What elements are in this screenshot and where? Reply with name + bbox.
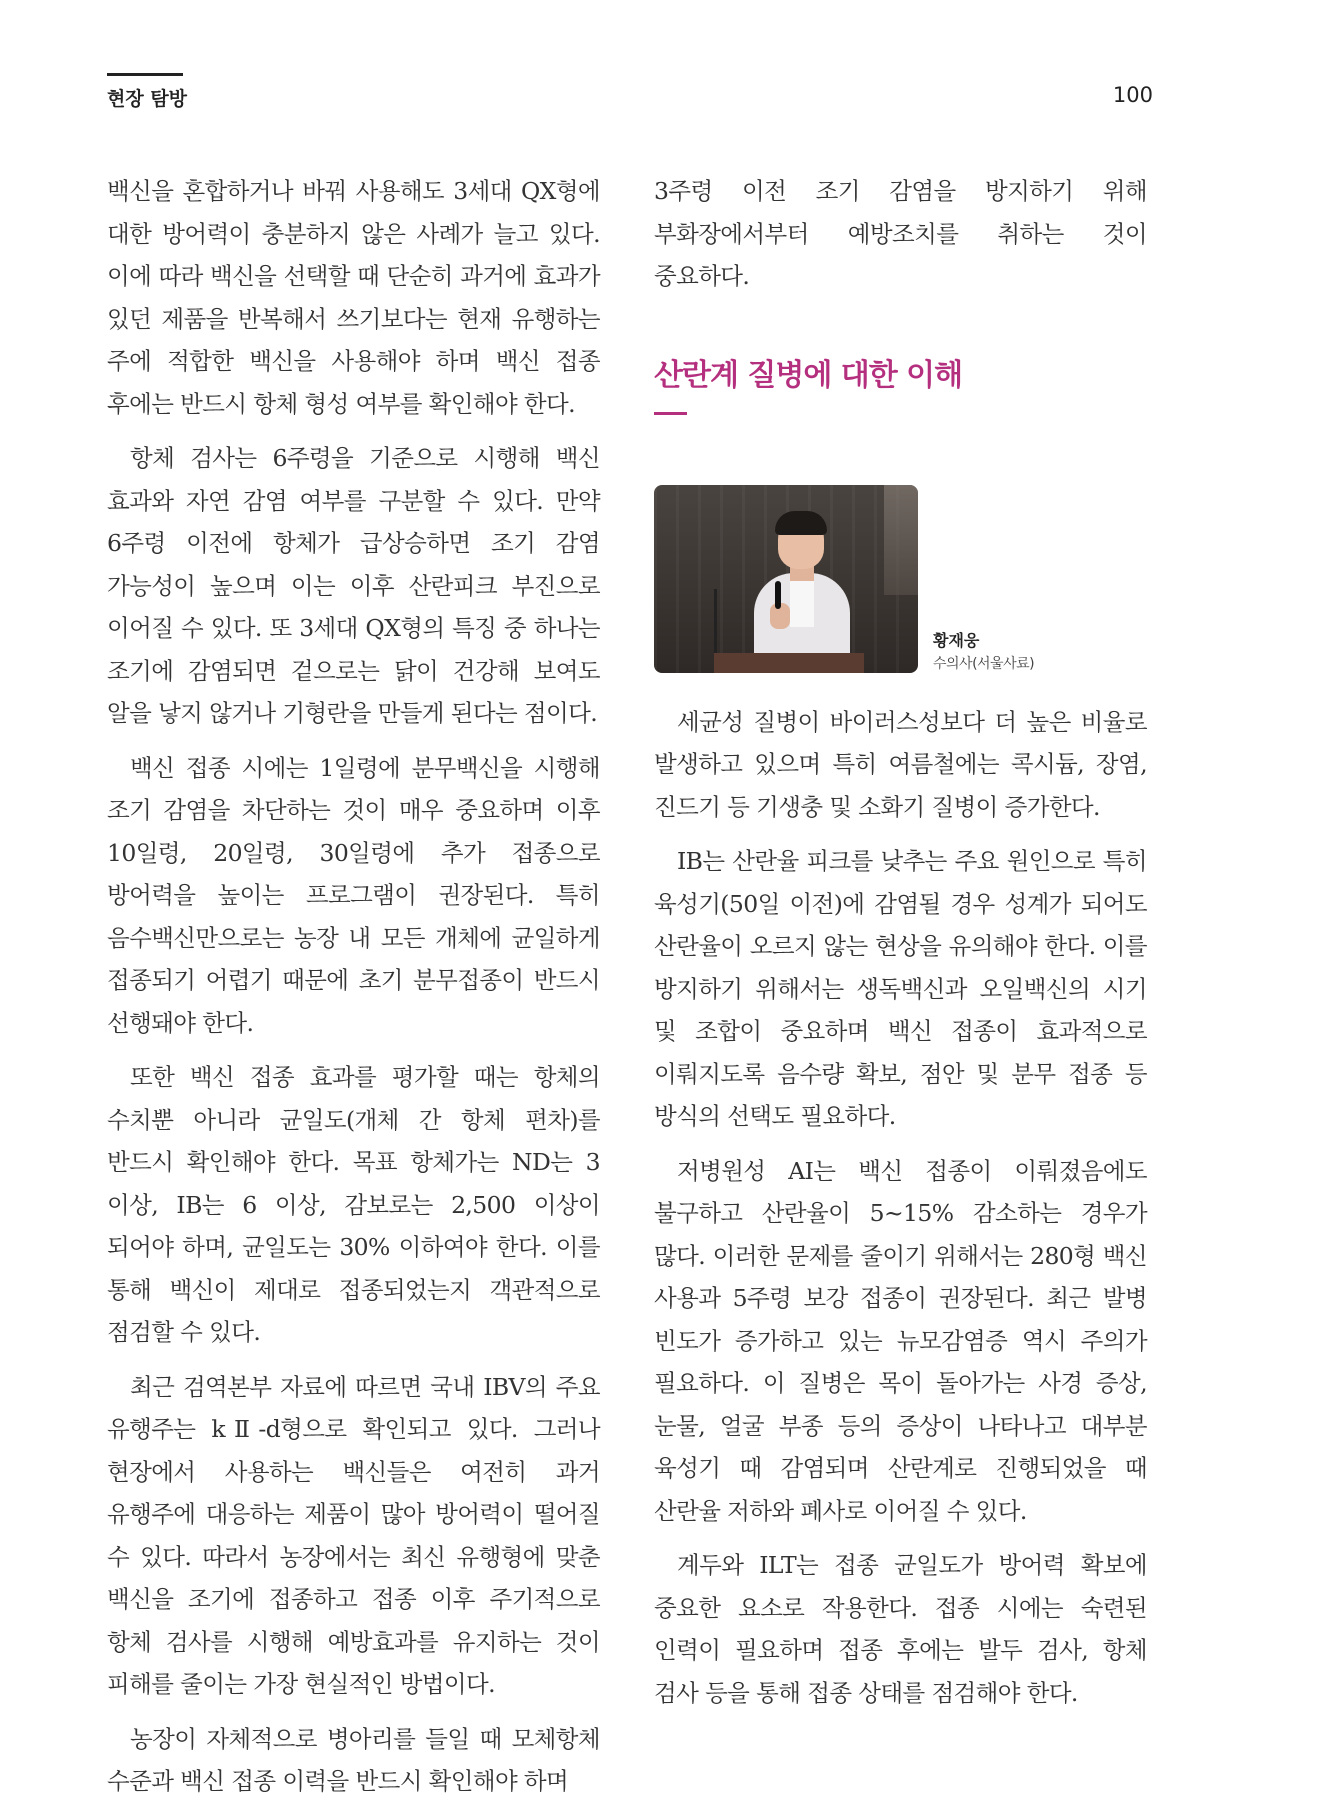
left-paragraph-4: 또한 백신 접종 효과를 평가할 때는 항체의 수치뿐 아니라 균일도(개체 간 항체 편차)를 반드시 확인해야 한다. 목표 항체가는 ND는 3 이상, IB는 6 이상, 감보로는 2,500 이상이 되어야 하며, 균일도는 30% 이하여야 한다. 이를 통해 백신이 제대로 접종되었는지 객관적으로 점검할 수 있다. xyxy=(107,1063,600,1346)
right-intro-paragraph: 3주령 이전 조기 감염을 방지하기 위해 부화장에서부터 예방조치를 취하는 것이 중요하다. xyxy=(654,177,1147,290)
right-paragraph-4: 계두와 ILT는 접종 균일도가 방어력 확보에 중요한 요소로 작용한다. 접종 시에는 숙련된 인력이 필요하며 접종 후에는 발두 검사, 항체 검사 등을 통해 접종 상태를 점검해야 한다. xyxy=(654,1551,1147,1707)
left-paragraph-5: 최근 검역본부 자료에 따르면 국내 IBV의 주요 유행주는 kⅡ-d형으로 확인되고 있다. 그러나 현장에서 사용하는 백신들은 여전히 과거 유행주에 대응하는 제품이 많아 방어력이 떨어질 수 있다. 따라서 농장에서는 최신 유행형에 맞춘 백신을 조기에 접종하고 접종 이후 주기적으로 항체 검사를 시행해 예방효과를 유지하는 것이 피해를 줄이는 가장 현실적인 방법이다. xyxy=(107,1372,600,1698)
page-number: 100 xyxy=(1112,83,1153,107)
right-paragraph-1: 세균성 질병이 바이러스성보다 더 높은 비율로 발생하고 있으며 특히 여름철에는 콕시듐, 장염, 진드기 등 기생충 및 소화기 질병이 증가한다. xyxy=(654,707,1147,821)
heading-accent-rule xyxy=(654,412,687,415)
right-column xyxy=(654,170,1147,1726)
left-paragraph-6: 농장이 자체적으로 병아리를 들일 때 모체항체 수준과 백신 접종 이력을 반드시 확인해야 하며 xyxy=(107,1724,600,1795)
left-paragraph-2: 항체 검사는 6주령을 기준으로 시행해 백신 효과와 자연 감염 여부를 구분할 수 있다. 만약 6주령 이전에 항체가 급상승하면 조기 감염 가능성이 높으며 이는 이후 산란피크 부진으로 이어질 수 있다. 또 3세대 QX형의 특징 중 하나는 조기에 감염되면 겉으로는 닭이 건강해 보여도 알을 낳지 않거나 기형란을 만들게 된다는 점이다. xyxy=(107,444,600,727)
section-heading: 산란계 질병에 대한 이해 xyxy=(654,357,963,393)
left-paragraph-3: 백신 접종 시에는 1일령에 분무백신을 시행해 조기 감염을 차단하는 것이 매우 중요하며 이후 10일령, 20일령, 30일령에 추가 접종으로 방어력을 높이는 프로그램이 권장된다. 특히 음수백신만으로는 농장 내 모든 개체에 균일하게 접종되기 어렵기 때문에 초기 분무접종이 반드시 선행돼야 한다. xyxy=(107,753,600,1037)
section-label: 현장 탐방 xyxy=(107,88,188,110)
left-paragraph-1: 백신을 혼합하거나 바꿔 사용해도 3세대 QX형에 대한 방어력이 충분하지 않은 사례가 늘고 있다. 이에 따라 백신을 선택할 때 단순히 과거에 효과가 있던 제품을 반복해서 쓰기보다는 현재 유행하는 주에 적합한 백신을 사용해야 하며 백신 접종 후에는 반드시 항체 형성 여부를 확인해야 한다. xyxy=(107,177,600,418)
right-paragraph-2: IB는 산란율 피크를 낮추는 주요 원인으로 특히 육성기(50일 이전)에 감염될 경우 성계가 되어도 산란율이 오르지 않는 현상을 유의해야 한다. 이를 방지하기 위해서는 생독백신과 오일백신의 시기 및 조합이 중요하며 백신 접종이 효과적으로 이뤄지도록 음수량 확보, 점안 및 분무 접종 등 방식의 선택도 필요하다. xyxy=(654,847,1147,1130)
speaker-figure xyxy=(654,485,1147,673)
photo-caption-role: 수의사(서울사료) xyxy=(933,655,1035,672)
microphone-icon xyxy=(775,581,781,609)
speaker-photo xyxy=(654,485,918,673)
left-column xyxy=(107,170,600,1815)
header-rule xyxy=(107,73,183,76)
right-paragraph-3: 저병원성 AI는 백신 접종이 이뤄졌음에도 불구하고 산란율이 5~15% 감소하는 경우가 많다. 이러한 문제를 줄이기 위해서는 280형 백신 사용과 5주령 보강 접종이 권장된다. 최근 발병 빈도가 증가하고 있는 뉴모감염증 역시 주의가 필요하다. 이 질병은 목이 돌아가는 사경 증상, 눈물, 얼굴 부종 등의 증상이 나타나고 대부분 육성기 때 감염되며 산란계로 진행되었을 때 산란율 저하와 폐사로 이어질 수 있다. xyxy=(654,1156,1147,1525)
photo-caption-name: 황재웅 xyxy=(933,630,980,650)
